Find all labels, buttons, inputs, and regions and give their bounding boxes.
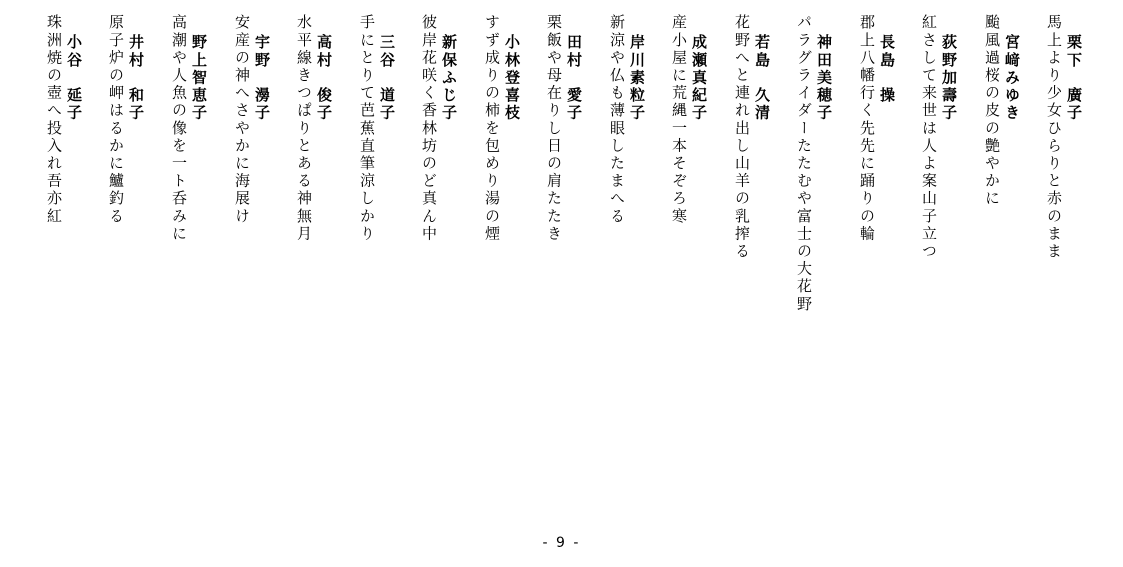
author-name: 若島 久清 [753, 34, 771, 122]
haiku-text: 珠洲焼の壺へ投入れ吾亦紅 [45, 14, 63, 226]
haiku-text: パラグライダーたたむや富士の大花野 [795, 14, 813, 314]
haiku-text: 手にとりて芭蕉直筆涼しかり [358, 14, 376, 243]
haiku-text: 紅さして来世は人よ案山子立つ [920, 14, 938, 261]
haiku-text: 水平線きつぱりとある神無月 [295, 14, 313, 243]
page-number: - 9 - [542, 535, 581, 551]
author-name: 成瀬真紀子 [690, 34, 708, 122]
author-name: 野上智恵子 [190, 34, 208, 122]
author-name: 岸川素粒子 [628, 34, 646, 122]
haiku-text: すず成りの柿を包めり湯の煙 [483, 14, 501, 243]
author-name: 長島 操 [878, 34, 896, 105]
author-name: 小谷 延子 [65, 34, 83, 122]
haiku-text: 郡上八幡行く先先に踊りの輪 [858, 14, 876, 243]
haiku-text: 新涼や仏も薄眼したまへる [608, 14, 626, 226]
author-name: 神田美穂子 [815, 34, 833, 122]
author-name: 宮﨑みゆき [1003, 34, 1021, 122]
haiku-text: 彼岸花咲く香林坊のど真ん中 [420, 14, 438, 243]
haiku-text: 原子炉の岬はるかに鱸釣る [107, 14, 125, 226]
haiku-text: 高潮や人魚の像を一ト呑みに [170, 14, 188, 243]
author-name: 井村 和子 [127, 34, 145, 122]
author-name: 荻野加壽子 [940, 34, 958, 122]
haiku-text: 栗飯や母在りし日の肩たたき [545, 14, 563, 243]
haiku-text: 安産の神へさやかに海展け [233, 14, 251, 226]
haiku-text: 花野へと連れ出し山羊の乳搾る [733, 14, 751, 261]
author-name: 栗下 廣子 [1065, 34, 1083, 122]
author-name: 三谷 道子 [378, 34, 396, 122]
haiku-text: 産小屋に荒縄一本そぞろ寒 [670, 14, 688, 226]
haiku-text: 馬上より少女ひらりと赤のまま [1045, 14, 1063, 261]
author-name: 新保ふじ子 [440, 34, 458, 122]
author-name: 高村 俊子 [315, 34, 333, 122]
author-name: 小林登喜枝 [503, 34, 521, 122]
haiku-text: 颱風過桜の皮の艶やかに [983, 14, 1001, 208]
author-name: 宇野 澷子 [253, 34, 271, 122]
author-name: 田村 愛子 [565, 34, 583, 122]
